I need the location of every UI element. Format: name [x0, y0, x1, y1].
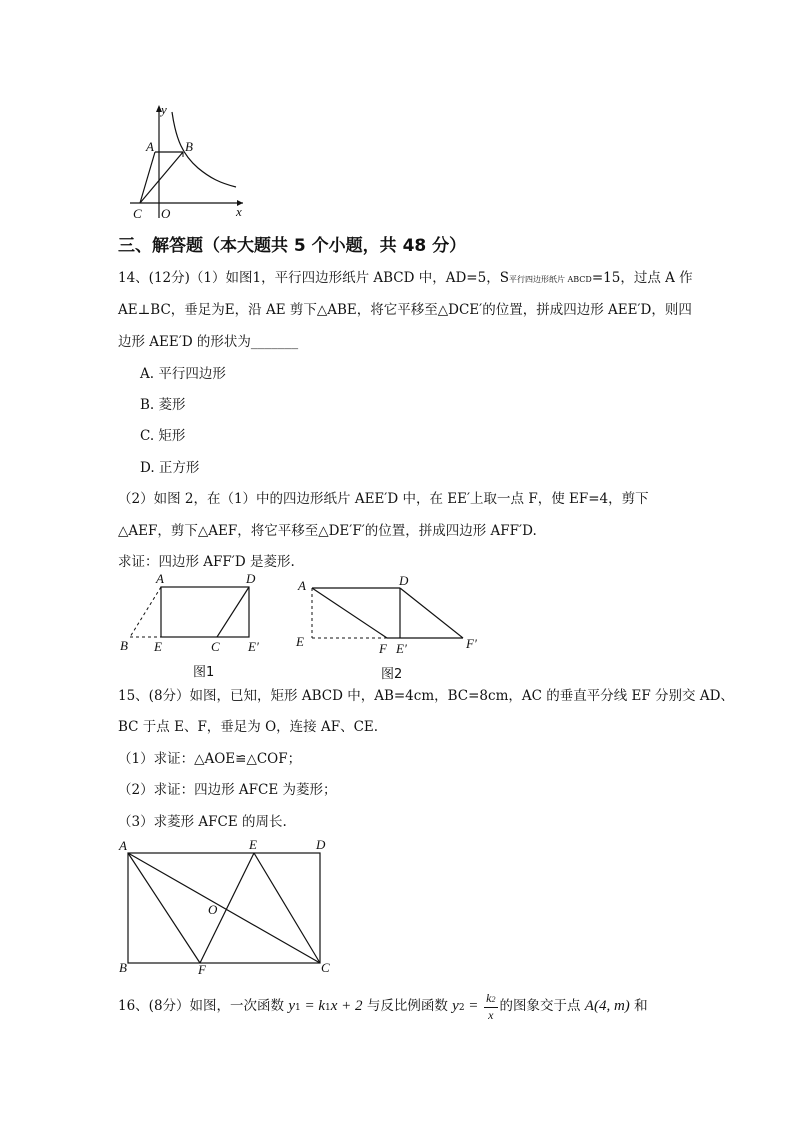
- fig2-label-f-prime: F′: [466, 636, 477, 651]
- q16-frac-num-sub: 2: [491, 995, 496, 1004]
- q14-line1-b: =15，过点 A 作: [591, 270, 693, 286]
- label-b: B: [185, 139, 193, 154]
- q14-line1-subscript: 平行四边形纸片 ABCD: [508, 275, 592, 284]
- fig2-label-e-prime: E′: [396, 641, 407, 656]
- q16-frac-num: [484, 991, 497, 1008]
- figure-1: [112, 570, 272, 662]
- hyperbola-curve: [172, 112, 236, 187]
- fig1-rect: [161, 587, 249, 637]
- q14-line1: [118, 268, 693, 290]
- q16-y1-sub: 1: [295, 1003, 301, 1013]
- q15-sub1: （1）求证：△AOE≌△COF；: [118, 751, 302, 767]
- fig1-label-b: B: [120, 638, 128, 653]
- q15-label-a: A: [119, 838, 127, 853]
- q16-fraction: [484, 991, 497, 1022]
- q15-label-b: B: [119, 960, 127, 975]
- q14-line3: 边形 AEE′D 的形状为_______: [118, 334, 299, 350]
- fig2-af: [312, 588, 387, 638]
- q16-y1: y: [288, 998, 296, 1014]
- q15-label-d: D: [316, 837, 326, 852]
- fig1-dashed-ab: [130, 587, 161, 637]
- q14-part2-line1: （2）如图 2，在（1）中的四边形纸片 AEE′D 中，在 EE′上取一点 F，使 EF=4，剪下: [118, 491, 649, 507]
- q14-part2-line2: △AEF，剪下△AEF，将它平移至△DE′F′的位置，拼成四边形 AFF′D.: [118, 523, 537, 539]
- q15-ec: [254, 853, 320, 963]
- q16-point: A(4, m): [584, 998, 630, 1014]
- fig1-label-e: E: [154, 639, 162, 654]
- q16-y2: y: [452, 998, 459, 1014]
- q16-eq1-sub: 1: [325, 1003, 331, 1013]
- q15-label-e: E: [249, 837, 257, 852]
- fig1-caption: 图1: [193, 665, 215, 680]
- q14-option-d: D. 正方形: [140, 460, 200, 476]
- label-y: y: [161, 102, 167, 117]
- fig2-label-e: E: [296, 634, 304, 649]
- section-heading: 三、解答题（本大题共 5 个小题，共 48 分）: [118, 236, 467, 256]
- q15-label-f: F: [198, 962, 206, 977]
- q16-part3: 的图象交于点: [499, 998, 581, 1014]
- q14-prove: 求证：四边形 AFF′D 是菱形.: [118, 554, 295, 570]
- segment-cb: [140, 152, 183, 203]
- q16-frac-num-k: k: [486, 991, 492, 1005]
- q15-label-o: O: [208, 902, 218, 917]
- q16-frac-den: x: [488, 1008, 494, 1022]
- q16-line1: [118, 989, 648, 1023]
- q16-y2-sub: 2: [458, 1003, 465, 1013]
- q16-part4: 和: [634, 998, 648, 1014]
- q14-option-b: B. 菱形: [140, 397, 186, 413]
- fig2-label-d: D: [399, 573, 409, 588]
- q15-sub3: （3）求菱形 AFCE 的周长.: [118, 814, 287, 830]
- q16-eq1a: = k: [300, 998, 326, 1014]
- q16-eq2: =: [464, 998, 483, 1014]
- fig2-label-a: A: [298, 578, 306, 593]
- top-graph: [128, 100, 258, 225]
- q15-label-c: C: [321, 960, 330, 975]
- q14-option-a: A. 平行四边形: [140, 366, 226, 382]
- q15-ac: [128, 853, 320, 963]
- q16-part2: 与反比例函数: [366, 998, 448, 1014]
- label-x: x: [236, 204, 242, 219]
- fig1-label-e-prime: E′: [248, 639, 259, 654]
- label-a: A: [146, 139, 154, 154]
- q14-option-c: C. 矩形: [140, 428, 186, 444]
- q15-line1: 15、(8分）如图，已知，矩形 ABCD 中，AB=4cm，BC=8cm，AC 的垂直平分线 EF 分别交 AD、: [118, 688, 734, 704]
- q14-line2: AE⊥BC，垂足为E，沿 AE 剪下△ABE，将它平移至△DCE′的位置，拼成四边形 AEE′D，则四: [118, 302, 692, 318]
- q15-sub2: （2）求证：四边形 AFCE 为菱形；: [118, 782, 337, 798]
- label-o: O: [161, 206, 171, 221]
- fig2-df-prime: [400, 588, 463, 638]
- fig2-caption: 图2: [381, 667, 403, 682]
- fig1-label-d: D: [246, 571, 256, 586]
- fig1-label-a: A: [156, 571, 164, 586]
- q15-line2: BC 于点 E、F，垂足为 O，连接 AF、CE.: [118, 719, 379, 735]
- label-c: C: [133, 206, 142, 221]
- figure-2: [290, 570, 500, 662]
- q15-figure: [112, 834, 347, 980]
- fig2-label-f: F: [379, 641, 387, 656]
- fig1-cd: [217, 587, 249, 637]
- q16-eq1b: x + 2: [330, 998, 363, 1014]
- fig1-label-c: C: [211, 639, 220, 654]
- q15-af: [128, 853, 200, 963]
- segment-ca: [140, 152, 155, 203]
- q14-line1-a: 14、(12分)（1）如图1，平行四边形纸片 ABCD 中，AD=5，S: [118, 270, 509, 286]
- q16-part1: 16、(8分）如图，一次函数: [118, 998, 285, 1014]
